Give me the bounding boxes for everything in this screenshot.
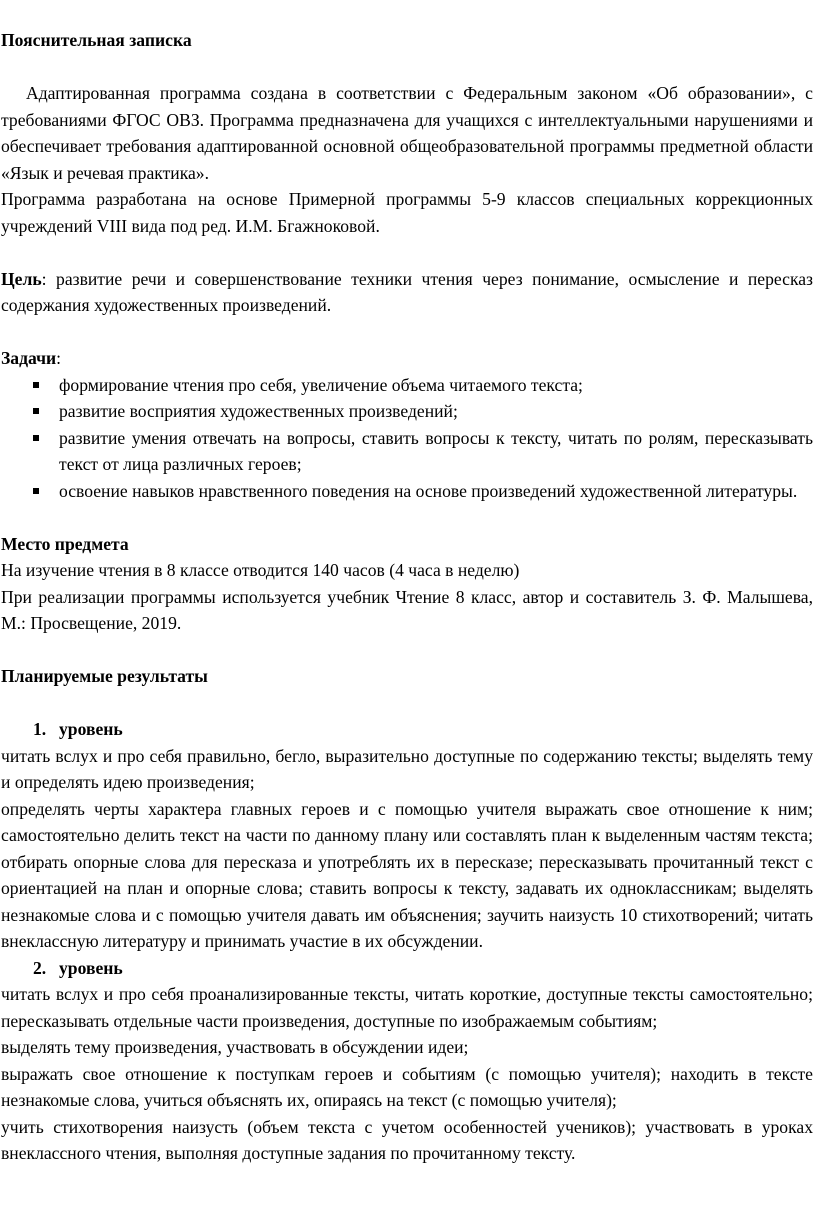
goal-text: : развитие речи и совершенствование техники чтения через понимание, осмысление и пересказ содержания художественных произведений. [1,268,813,315]
list-item-text: освоение навыков нравственного поведения на основе произведений художественной литературы. [59,480,798,501]
level-2-label: уровень [59,957,123,978]
spacer [1,319,813,346]
place-paragraph-2: При реализации программы используется учебник Чтение 8 класс, автор и составитель З. Ф. Малышева, М.: Просвещение, 2019. [1,586,813,633]
level-2-paragraph-1: читать вслух и про себя проанализированные тексты, читать короткие, доступные тексты самостоятельно; пересказывать отдельные части произведения, доступные по изображаемым событиям; [1,984,813,1031]
spacer [1,637,813,664]
intro-paragraph-1: Адаптированная программа создана в соответствии с Федеральным законом «Об образовании», с требованиями ФГОС ОВЗ. Программа предназначена для учащихся с интеллектуальными нарушениями и обеспечивает требования адаптированной основной общеобразовательной программы предметной области «Язык и речевая практика». [1,83,813,183]
document-body [1,27,813,1167]
goal-label: Цель [1,268,42,289]
list-item-text: развитие восприятия художественных произведений; [59,401,458,421]
level-1-paragraph-1: читать вслух и про себя правильно, бегло, выразительно доступные по содержанию тексты; выделять тему и определять идею произведения; [1,745,813,792]
tasks-label: Задачи [1,348,57,368]
spacer [1,504,813,531]
intro-paragraph-2: Программа разработана на основе Примерной программы 5-9 классов специальных коррекционных учреждений VIII вида под ред. И.М. Бгажноковой. [1,189,813,236]
tasks-colon: : [56,348,62,368]
square-bullet-icon [33,488,39,494]
spacer [1,54,813,81]
square-bullet-icon [33,382,39,388]
place-paragraph-1: На изучение чтения в 8 классе отводится 140 часов (4 часа в неделю) [1,560,520,580]
list-item [1,478,813,505]
list-item [1,398,813,425]
level-1-label: уровень [59,719,123,739]
list-item-text: развитие умения отвечать на вопросы, ставить вопросы к тексту, читать по ролям, пересказывать текст от лица различных героев; [59,427,813,474]
page-title: Пояснительная записка [1,30,192,50]
place-heading: Место предмета [1,533,129,554]
spacer [1,690,813,717]
spacer [1,239,813,266]
square-bullet-icon [33,435,39,441]
list-item-text: формирование чтения про себя, увеличение объема читаемого текста; [59,374,583,395]
list-item [1,372,813,399]
square-bullet-icon [33,408,39,414]
results-heading: Планируемые результаты [1,666,208,686]
tasks-heading [1,345,813,372]
level-2-number: 2. [33,957,47,978]
level-2-paragraph-3: выражать свое отношение к поступкам героев и событиям (с помощью учителя); находить в тексте незнакомые слова, учиться объяснять их, опираясь на текст (с помощью учителя); [1,1063,813,1110]
level-2-paragraph-2: выделять тему произведения, участвовать в обсуждении идеи; [1,1037,469,1057]
level-2-heading [1,955,813,982]
goal-paragraph [1,266,813,319]
tasks-list [1,372,813,505]
list-item [1,425,813,478]
level-2-paragraph-4: учить стихотворения наизусть (объем текста с учетом особенностей учеников); участвовать в уроках внеклассного чтения, выполняя доступные задания по прочитанному тексту. [1,1116,813,1163]
level-1-heading [1,716,813,743]
level-1-paragraph-2: определять черты характера главных героев и с помощью учителя выражать свое отношение к ним; самостоятельно делить текст на части по данному плану или составлять план к выделенным частям текста; отбирать опорные слова для пересказа и употреблять их в пересказе; пересказывать прочитанный текст с ориентацией на план и опорные слова; ставить вопросы к тексту, задавать их одноклассникам; выделять незнакомые слова и с помощью учителя давать им объяснения; заучить наизусть 10 стихотворений; читать внеклассную литературу и принимать участие в их обсуждении. [1,798,813,951]
level-1-number: 1. [33,719,47,739]
